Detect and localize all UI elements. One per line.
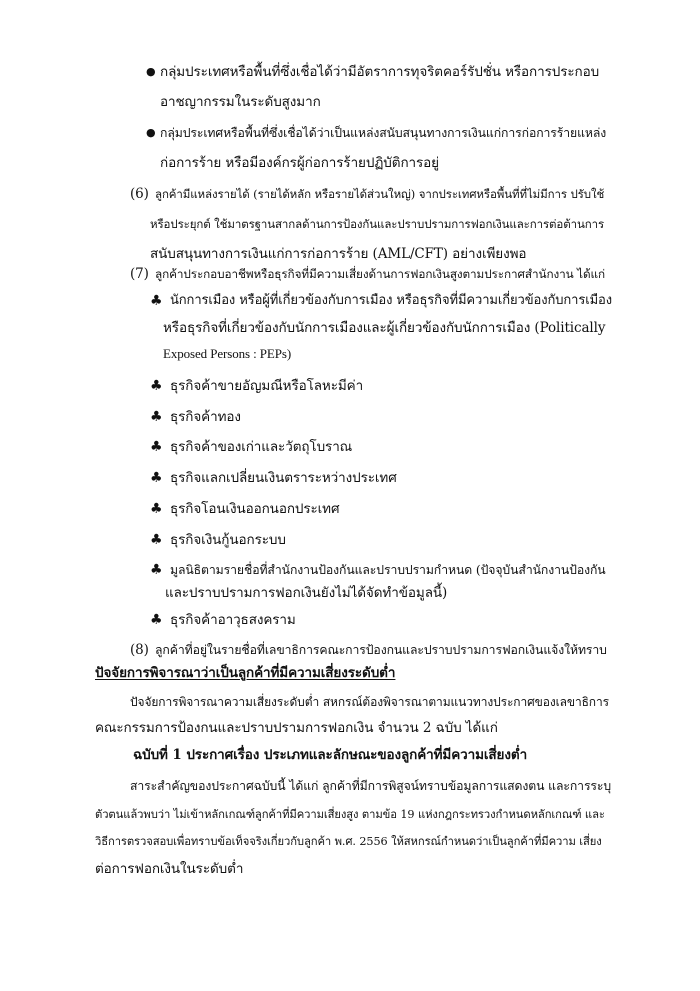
item6-line: ลูกค้ามีแหล่งรายได้ (รายได้หลัก หรือรายได้ส่วนใหญ่) จากประเทศหรือพื้นที่ที่ไม่มีการ ปรับใช้ [155, 187, 605, 201]
club-icon: ♣ [150, 470, 163, 486]
bullet-line: กลุ่มประเทศหรือพื้นที่ซึ่งเชื่อได้ว่าเป็นแหล่งสนับสนุนทางการเงินแก่การก่อการร้ายแหล่ง [160, 126, 607, 140]
club-icon: ♣ [150, 562, 163, 578]
item-number: (8) [130, 642, 149, 658]
list-item: และปราบปรามการฟอกเงินยังไม่ได้จัดทำข้อมูลนี้) [165, 585, 448, 601]
club-icon: ♣ [150, 409, 163, 425]
list-item: ธุรกิจโอนเงินออกนอกประเทศ [170, 501, 340, 517]
item6-line: สนับสนุนทางการเงินแก่การก่อการร้าย (AML/CFT) อย่างเพียงพอ [150, 246, 527, 262]
item-number: (7) [130, 266, 149, 282]
club-icon: ♣ [150, 378, 163, 394]
paragraph-line: คณะกรรมการป้องกนและปราบปรามการฟอกเงิน จำนวน 2 ฉบับ ได้แก่ [95, 720, 498, 736]
club-icon: ♣ [150, 501, 163, 517]
list-item: ธุรกิจแลกเปลี่ยนเงินตราระหว่างประเทศ [170, 470, 397, 486]
bullet-line: อาชญากรรมในระดับสูงมาก [160, 94, 321, 110]
list-item: ธุรกิจเงินกู้นอกระบบ [170, 532, 286, 548]
paragraph-line: ต่อการฟอกเงินในระดับต่ำ [95, 861, 244, 877]
bullet-line: ก่อการร้าย หรือมีองค์กรผู้ก่อการร้ายปฏิบัติการอยู่ [160, 155, 439, 171]
item6-line: หรือประยุกต์ ใช้มาตรฐานสากลด้านการป้องกันและปราบปรามการฟอกเงินและการต่อต้านการ [150, 217, 605, 231]
subheading: ฉบับที่ 1 ประกาศเรื่อง ประเภทและลักษณะของลูกค้าที่มีความเสี่ยงต่ำ [133, 747, 528, 763]
club-icon: ♣ [150, 532, 163, 548]
club-icon: ♣ [150, 439, 163, 455]
list-item: หรือธุรกิจที่เกี่ยวข้องกับนักการเมืองและผู้เกี่ยวข้องกับนักการเมือง (Politically [163, 320, 606, 336]
bullet-line: กลุ่มประเทศหรือพื้นที่ซึ่งเชื่อได้ว่ามีอัตราการทุจริตคอร์รัปชั่น หรือการประกอบ [160, 64, 600, 80]
paragraph-line: ตัวตนแล้วพบว่า ไม่เข้าหลักเกณฑ์ลูกค้าที่มีความเสี่ยงสูง ตามข้อ 19 แห่งกฎกระทรวงกำหนดหลักเกณฑ์ และ [95, 808, 605, 821]
club-icon: ♣ [150, 612, 163, 628]
bullet-dot-icon: ● [146, 126, 156, 139]
list-item: มูลนิธิตามรายชื่อที่สำนักงานป้องกันและปราบปรามกำหนด (ปัจจุบันสำนักงานป้องกัน [170, 563, 606, 577]
paragraph-line: วิธีการตรวจสอบเพื่อทราบข้อเท็จจริงเกี่ยวกับลูกค้า พ.ศ. 2556 ให้สหกรณ์กำหนดว่าเป็นลูกค้าที่มีความ เสี่ยง [95, 835, 602, 848]
section-heading: ปัจจัยการพิจารณาว่าเป็นลูกค้าที่มีความเสี่ยงระดับต่ำ [95, 665, 396, 681]
paragraph-line: ปัจจัยการพิจารณาความเสี่ยงระดับต่ำ สหกรณ์ต้องพิจารณาตามแนวทางประกาศของเลขาธิการ [130, 695, 609, 709]
club-icon: ♣ [150, 293, 163, 309]
item7-line: ลูกค้าประกอบอาชีพหรือธุรกิจที่มีความเสี่ยงด้านการฟอกเงินสูงตามประกาศสำนักงาน ได้แก่ [155, 267, 605, 281]
list-item: นักการเมือง หรือผู้ที่เกี่ยวข้องกับการเมือง หรือธุรกิจที่มีความเกี่ยวข้องกับการเมือง [170, 293, 612, 308]
list-item: Exposed Persons : PEPs) [163, 346, 292, 361]
item-number: (6) [130, 186, 149, 202]
bullet-dot-icon: ● [146, 65, 156, 78]
item8-line: ลูกค้าที่อยู่ในรายชื่อที่เลขาธิการคณะการป้องกนและปราบปรามการฟอกเงินแจ้งให้ทราบ [155, 643, 607, 657]
paragraph-line: สาระสำคัญของประกาศฉบับนี้ ได้แก่ ลูกค้าที่มีการพิสูจน์ทราบข้อมูลการแสดงตน และการระบุ [130, 779, 612, 793]
list-item: ธุรกิจค้าขายอัญมณีหรือโลหะมีค่า [170, 378, 364, 394]
list-item: ธุรกิจค้าอาวุธสงคราม [170, 612, 296, 628]
list-item: ธุรกิจค้าของเก่าและวัตถุโบราณ [170, 439, 353, 455]
list-item: ธุรกิจค้าทอง [170, 409, 241, 425]
